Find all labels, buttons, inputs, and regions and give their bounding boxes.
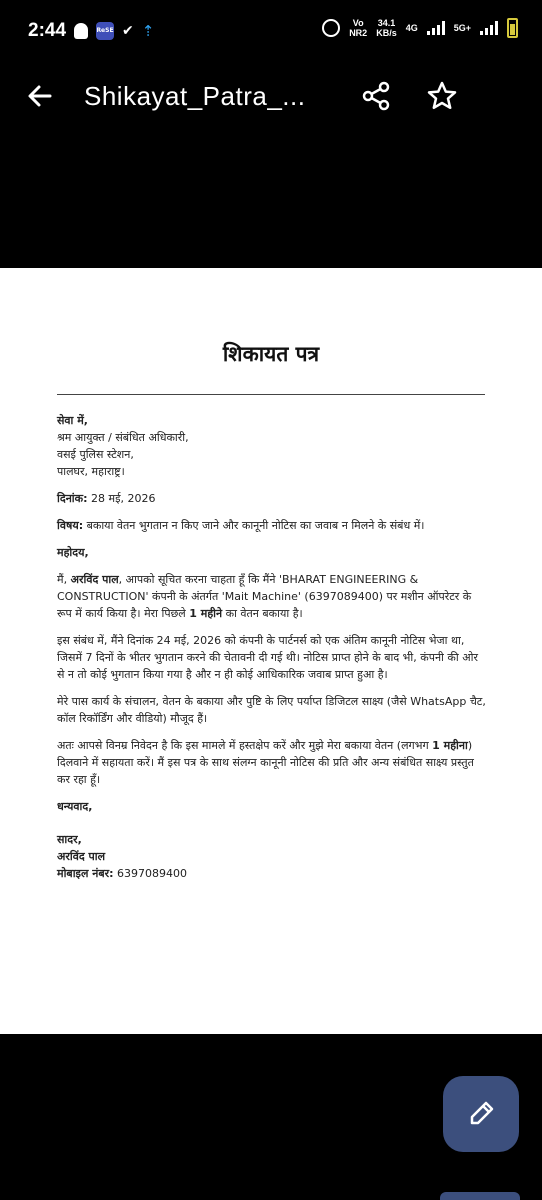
- date-label: दिनांक:: [57, 492, 88, 505]
- paragraph-2: इस संबंध में, मैंने दिनांक 24 मई, 2026 को कंपनी के पार्टनर्स को एक अंतिम कानूनी नोटिस भेजा था, जिसमें 7 दिनों के भीतर भुगतान करने की चेतावनी दी गई थी। नोटिस प्राप्त होने के बाद भी, कंपनी की ओर से न तो कोई भुगतान किया गया है और न ही कोई आधिकारिक जवाब प्राप्त हुआ है।: [57, 634, 478, 681]
- letter-body: [57, 412, 487, 892]
- date-line: [57, 490, 487, 507]
- upload-icon: ⇡: [141, 22, 155, 40]
- thanks-line: धन्यवाद,: [57, 800, 93, 813]
- signal-bars-icon: [427, 21, 445, 35]
- address-line: श्रम आयुक्त / संबंधित अधिकारी,: [57, 431, 189, 444]
- closing: सादर,: [57, 833, 82, 846]
- pencil-icon: [443, 1076, 519, 1152]
- app-badge-icon: ReSE: [96, 22, 114, 40]
- star-outline-icon: [424, 78, 460, 114]
- text-run: ) दिलवाने में सहायता करें। मैं इस पत्र के साथ संलग्न कानूनी नोटिस की प्रति और अन्य संबंधित साक्ष्य प्रस्तुत कर रहा हूँ।: [57, 739, 474, 786]
- address-to: सेवा में,: [57, 414, 88, 427]
- share-icon: [358, 78, 394, 114]
- subject-label: विषय:: [57, 519, 84, 532]
- share-button[interactable]: [358, 78, 394, 114]
- mobile-label: मोबाइल नंबर:: [57, 867, 114, 880]
- status-bar: [0, 0, 542, 64]
- bottom-sheet-peek: [440, 1192, 520, 1200]
- letter-heading: शिकायत पत्र: [222, 342, 320, 366]
- download-done-icon: ✔: [122, 23, 134, 39]
- app-bar: [0, 64, 542, 128]
- edit-button[interactable]: [443, 1076, 519, 1152]
- signer-name: अरविंद पाल: [57, 850, 106, 863]
- subject-text: बकाया वेतन भुगतान न किए जाने और कानूनी नोटिस का जवाब न मिलने के संबंध में।: [83, 519, 425, 532]
- date-value: 28 मई, 2026: [87, 492, 156, 505]
- text-run: का वेतन बकाया है।: [222, 607, 303, 620]
- document-page: [0, 268, 542, 1034]
- signal-bars-2-icon: [480, 21, 498, 35]
- mobile-value: 6397089400: [113, 867, 188, 880]
- network-speed: 34.1 KB/s: [376, 18, 397, 38]
- pending-period: 1 महीना: [432, 739, 468, 752]
- text-run: , आपको सूचित करना चाहता हूँ कि मैंने 'BHARAT ENGINEERING & CONSTRUCTION' कंपनी के अंतर्गत 'Mait Machine' (6397089400) पर मशीन ऑपरेटर के रूप में कार्य किया है। मेरा पिछले: [57, 573, 472, 620]
- address-line: वसई पुलिस स्टेशन,: [57, 448, 134, 461]
- star-button[interactable]: [424, 78, 460, 114]
- pending-period: 1 महीने: [189, 607, 223, 620]
- alarm-icon: [322, 19, 340, 37]
- battery-icon: [507, 18, 518, 38]
- paragraph-3: मेरे पास कार्य के संचालन, वेतन के बकाया और पुष्टि के लिए पर्याप्त डिजिटल साक्ष्य (जैसे WhatsApp चैट, कॉल रिकॉर्डिंग और वीडियो) मौजूद हैं।: [57, 695, 486, 725]
- heading-divider: [57, 394, 485, 395]
- notification-icons: [74, 22, 154, 40]
- address-line: पालघर, महाराष्ट्र।: [57, 465, 125, 478]
- salutation: महोदय,: [57, 546, 89, 559]
- recipient-block: [57, 412, 487, 480]
- network-4g-label: 4G: [405, 23, 418, 33]
- text-run: अतः आपसे विनम्र निवेदन है कि इस मामले में हस्तक्षेप करें और मुझे मेरा बकाया वेतन (लगभग: [57, 739, 433, 752]
- paragraph-1: [57, 571, 487, 622]
- snapchat-ghost-icon: [74, 23, 88, 39]
- system-status-icons: [322, 18, 518, 38]
- network-5g-label: 5G+: [453, 23, 471, 33]
- paragraph-4: [57, 737, 487, 788]
- arrow-left-icon: [22, 78, 58, 114]
- status-time: 2:44: [28, 20, 67, 41]
- volte-indicator: Vo NR2: [349, 18, 368, 38]
- back-button[interactable]: [22, 78, 58, 114]
- subject-line: [57, 517, 487, 534]
- document-title: Shikayat_Patra_...: [84, 81, 306, 111]
- signature-block: [57, 831, 487, 882]
- text-run: मैं,: [57, 573, 71, 586]
- sender-name: अरविंद पाल: [70, 573, 119, 586]
